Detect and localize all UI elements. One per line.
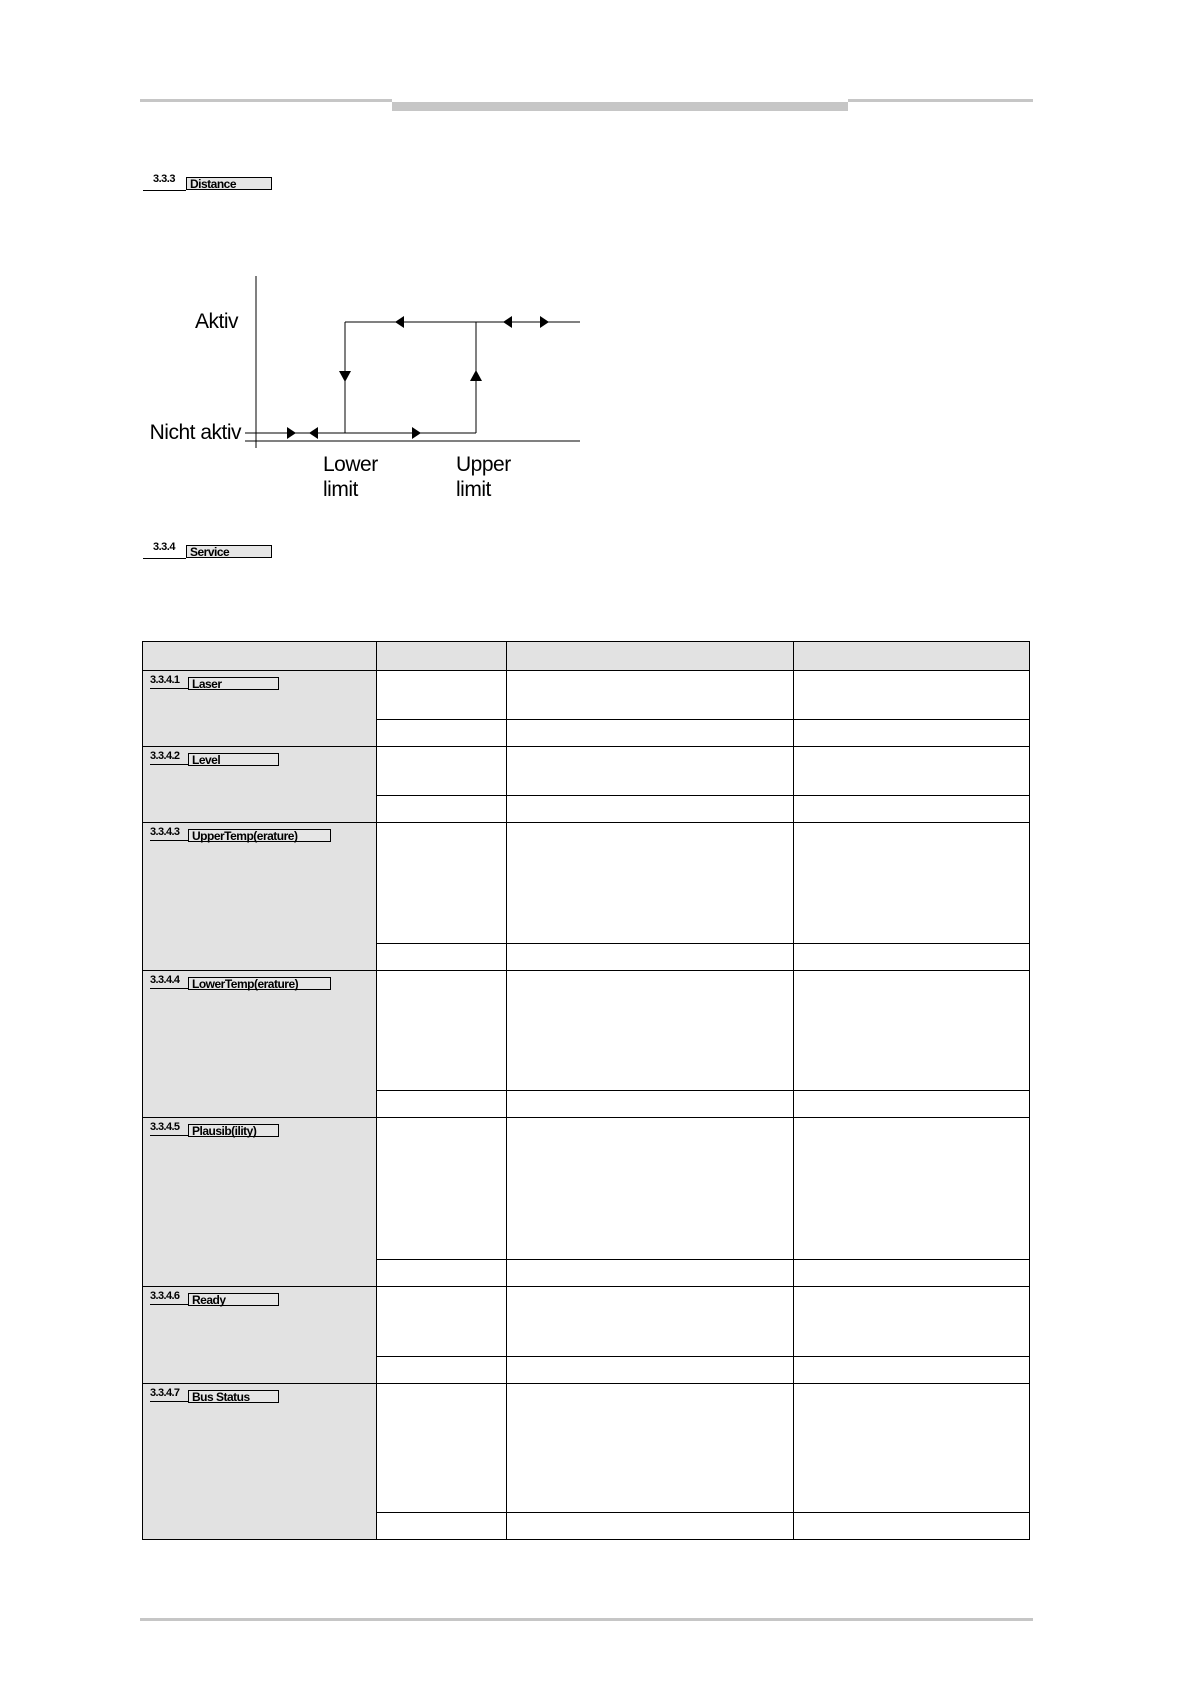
label-aktiv: Aktiv xyxy=(194,310,238,333)
footer-rule xyxy=(140,1618,1033,1621)
service-table xyxy=(142,641,1030,1540)
subsection-number: 3.3.4.4 xyxy=(150,974,180,986)
heading-underline xyxy=(150,1401,188,1402)
upper-limit-label-1: Upper xyxy=(456,453,511,476)
subsection-heading-plausibility xyxy=(143,1118,376,1140)
table-cell xyxy=(794,796,1030,823)
row-heading-cell xyxy=(143,747,377,823)
table-cell xyxy=(377,720,507,747)
heading-underline xyxy=(150,1304,188,1305)
subsection-number: 3.3.4.1 xyxy=(150,674,180,686)
table-cell xyxy=(377,671,507,720)
subsection-number: 3.3.4.5 xyxy=(150,1121,180,1133)
table-cell xyxy=(794,1384,1030,1513)
table-cell xyxy=(507,1513,794,1540)
table-cell xyxy=(507,823,794,944)
table-cell xyxy=(377,1260,507,1287)
subsection-heading-uppertemp xyxy=(143,823,376,845)
table-cell xyxy=(507,671,794,720)
section-number: 3.3.4 xyxy=(153,541,175,553)
table-cell xyxy=(794,1287,1030,1357)
arrow-right-icon xyxy=(287,427,296,439)
arrow-up-icon xyxy=(470,370,482,381)
table-cell xyxy=(507,747,794,796)
table-cell xyxy=(377,1357,507,1384)
row-heading-cell xyxy=(143,1287,377,1384)
header-rule-right xyxy=(848,99,1033,102)
row-heading-cell xyxy=(143,971,377,1118)
table-cell xyxy=(794,1513,1030,1540)
table-cell xyxy=(377,1118,507,1260)
table-header-row xyxy=(143,642,1030,671)
heading-underline xyxy=(150,688,188,689)
table-cell xyxy=(794,1091,1030,1118)
subsection-title: UpperTemp(erature) xyxy=(188,829,331,842)
table-cell xyxy=(507,796,794,823)
lower-limit-label-1: Lower xyxy=(323,453,378,476)
header-cell xyxy=(794,642,1030,671)
table-cell xyxy=(377,1513,507,1540)
table-cell xyxy=(794,1118,1030,1260)
lower-limit-label-2: limit xyxy=(323,478,358,501)
upper-limit-label-2: limit xyxy=(456,478,491,501)
table-cell xyxy=(377,823,507,944)
table-cell xyxy=(794,823,1030,944)
row-heading-cell xyxy=(143,671,377,747)
hysteresis-diagram xyxy=(130,268,590,508)
table-cell xyxy=(507,1091,794,1118)
table-row xyxy=(143,1384,1030,1513)
table-cell xyxy=(507,1118,794,1260)
table-cell xyxy=(507,1384,794,1513)
section-number: 3.3.3 xyxy=(153,173,175,185)
subsection-heading-bus-status xyxy=(143,1384,376,1406)
table-cell xyxy=(377,1384,507,1513)
arrow-left-icon xyxy=(309,427,318,439)
row-heading-cell xyxy=(143,823,377,971)
heading-underline xyxy=(143,190,186,191)
subsection-number: 3.3.4.6 xyxy=(150,1290,180,1302)
subsection-title: Level xyxy=(188,753,279,766)
table-cell xyxy=(507,1287,794,1357)
subsection-heading-ready xyxy=(143,1287,376,1309)
header-cell xyxy=(377,642,507,671)
header-cell xyxy=(143,642,377,671)
table-cell xyxy=(377,1287,507,1357)
table-cell xyxy=(794,1357,1030,1384)
heading-underline xyxy=(150,1135,188,1136)
table-row xyxy=(143,971,1030,1091)
table-cell xyxy=(507,971,794,1091)
section-title: Distance xyxy=(186,177,272,190)
row-heading-cell xyxy=(143,1384,377,1540)
subsection-title: Plausib(ility) xyxy=(188,1124,279,1137)
header-rule-left xyxy=(140,99,392,102)
subsection-title: Laser xyxy=(188,677,279,690)
arrow-down-icon xyxy=(339,371,351,382)
direction-arrows xyxy=(287,316,549,439)
arrow-right-icon xyxy=(412,427,421,439)
subsection-title: Bus Status xyxy=(188,1390,279,1403)
subsection-title: Ready xyxy=(188,1293,279,1306)
subsection-heading-lowertemp xyxy=(143,971,376,993)
subsection-heading-laser xyxy=(143,671,376,693)
table-cell xyxy=(794,1260,1030,1287)
subsection-heading-level xyxy=(143,747,376,769)
table-row xyxy=(143,671,1030,720)
header-rule-center xyxy=(392,102,848,111)
table-cell xyxy=(507,944,794,971)
table-cell xyxy=(377,796,507,823)
table-row xyxy=(143,1118,1030,1260)
table-cell xyxy=(377,747,507,796)
section-title: Service xyxy=(186,545,272,558)
subsection-number: 3.3.4.3 xyxy=(150,826,180,838)
table-cell xyxy=(507,720,794,747)
heading-underline xyxy=(150,764,188,765)
heading-underline xyxy=(150,988,188,989)
arrow-left-icon xyxy=(503,316,512,328)
table-cell xyxy=(377,971,507,1091)
arrow-left-icon xyxy=(395,316,404,328)
table-cell xyxy=(794,671,1030,720)
table-cell xyxy=(794,944,1030,971)
label-nicht-aktiv: Nicht aktiv xyxy=(149,421,241,444)
row-heading-cell xyxy=(143,1118,377,1287)
arrow-right-icon xyxy=(540,316,549,328)
table-cell xyxy=(507,1357,794,1384)
table-cell xyxy=(794,747,1030,796)
subsection-number: 3.3.4.2 xyxy=(150,750,180,762)
table-row xyxy=(143,1287,1030,1357)
table-row xyxy=(143,747,1030,796)
table-cell xyxy=(794,720,1030,747)
heading-underline xyxy=(150,840,188,841)
table-cell xyxy=(794,971,1030,1091)
table-cell xyxy=(377,1091,507,1118)
table-cell xyxy=(377,944,507,971)
table-row xyxy=(143,823,1030,944)
header-cell xyxy=(507,642,794,671)
subsection-title: LowerTemp(erature) xyxy=(188,977,331,990)
table-cell xyxy=(507,1260,794,1287)
subsection-number: 3.3.4.7 xyxy=(150,1387,180,1399)
heading-underline xyxy=(143,558,186,559)
